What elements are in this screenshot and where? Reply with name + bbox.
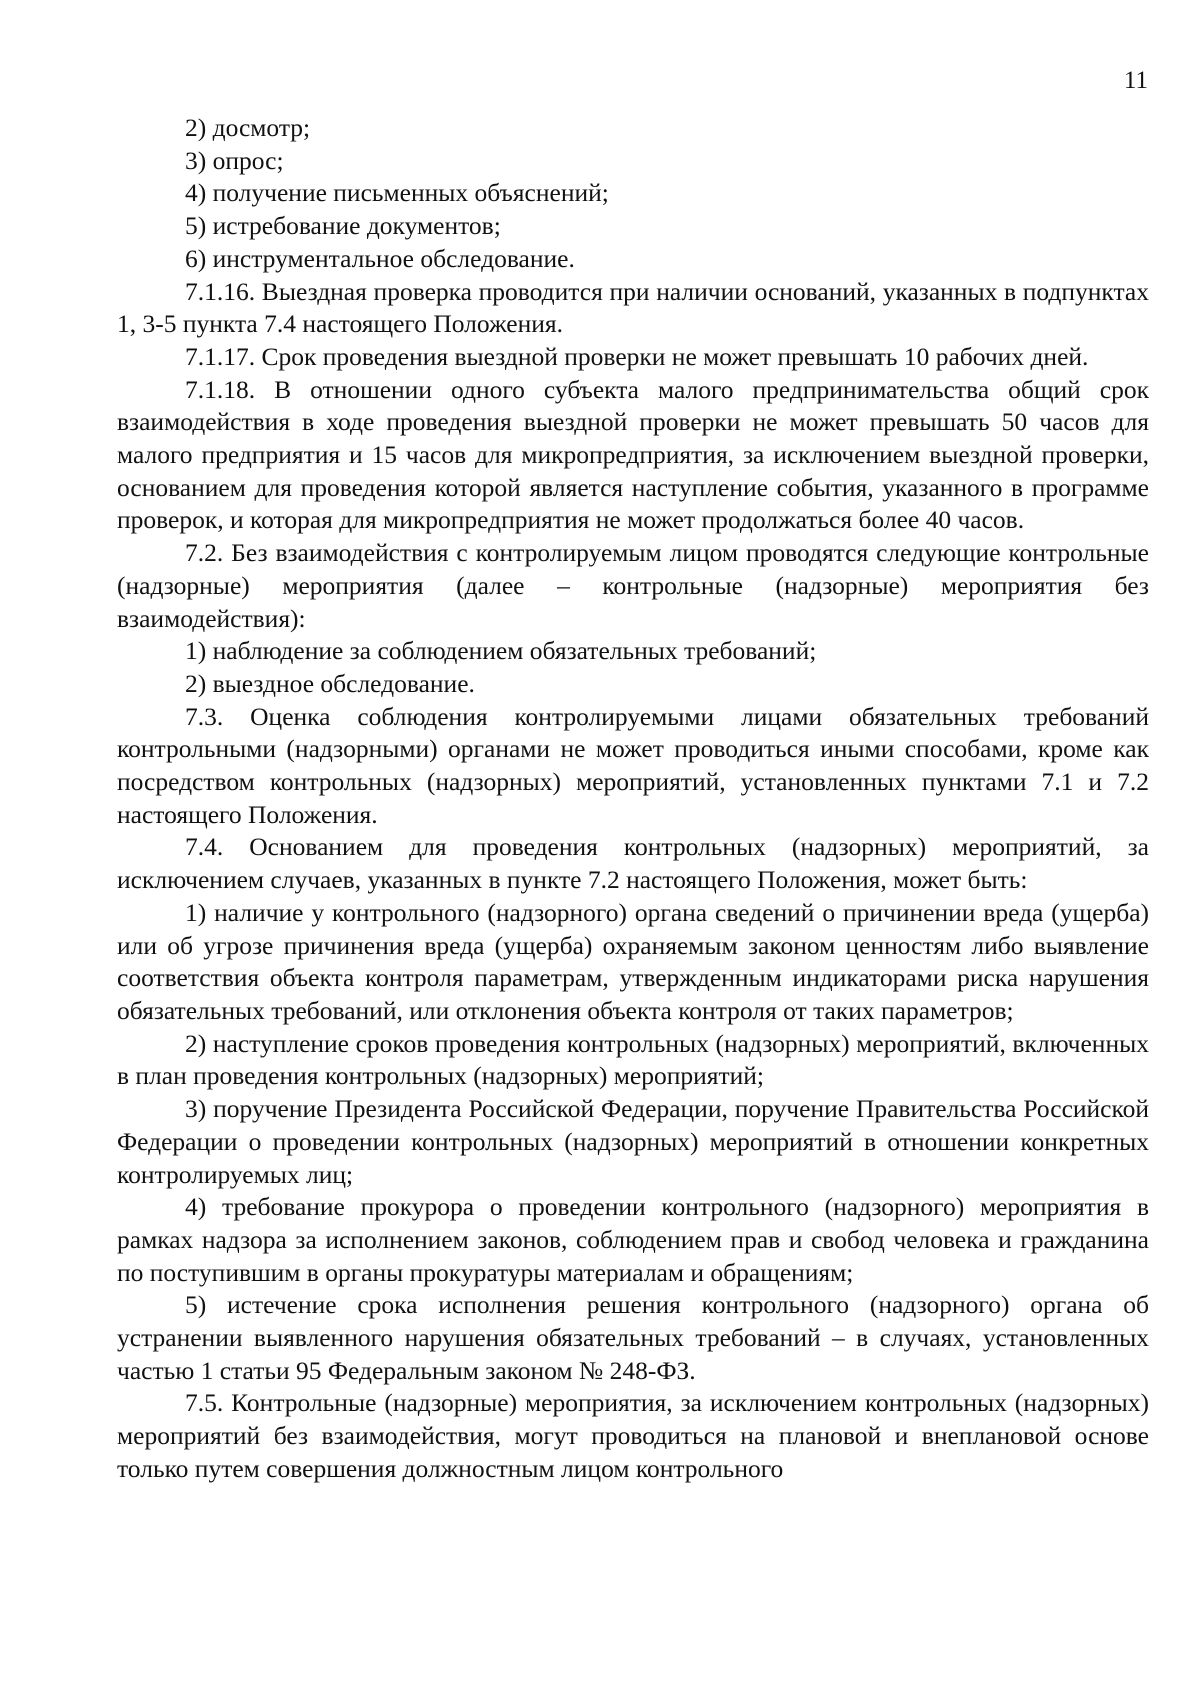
clause-7-5: 7.5. Контрольные (надзорные) мероприятия, за исключением контрольных (надзорных) мероприятий без взаимодействия, могут проводиться на плановой и внеплановой основе только путем совершения должностным лицом контрольного [117, 1388, 1149, 1483]
ground-item-5: 5) истечение срока исполнения решения контрольного (надзорного) органа об устранении выявленного нарушения обязательных требований – в случаях, установленных частью 1 статьи 95 Федеральным законом № 248-ФЗ. [117, 1290, 1149, 1385]
ground-item-3: 3) поручение Президента Российской Федерации, поручение Правительства Российской Федерации о проведении контрольных (надзорных) мероприятий в отношении конкретных контролируемых лиц; [117, 1094, 1149, 1189]
list-item-instrumental-examination: 6) инструментальное обследование. [185, 243, 575, 273]
ground-item-2: 2) наступление сроков проведения контрольных (надзорных) мероприятий, включенных в план проведения контрольных (надзорных) мероприятий; [117, 1028, 1149, 1091]
list-item-field-survey: 2) выездное обследование. [185, 668, 475, 698]
clause-7-1-16: 7.1.16. Выездная проверка проводится при наличии оснований, указанных в подпунктах 1, 3-5 пункта 7.4 настоящего Положения. [117, 276, 1149, 339]
clause-7-3: 7.3. Оценка соблюдения контролируемыми лицами обязательных требований контрольными (надзорными) органами не может проводиться иными способами, кроме как посредством контрольных (надзорных) мероприятий, установленных пунктами 7.1 и 7.2 настоящего Положения. [117, 701, 1149, 829]
ground-item-4: 4) требование прокурора о проведении контрольного (надзорного) мероприятия в рамках надзора за исполнением законов, соблюдением прав и свобод человека и гражданина по поступившим в органы прокуратуры материалам и обращениям; [117, 1192, 1149, 1287]
document-body [117, 112, 1149, 1486]
clause-7-4: 7.4. Основанием для проведения контрольных (надзорных) мероприятий, за исключением случаев, указанных в пункте 7.2 настоящего Положения, может быть: [117, 832, 1149, 895]
page-number: 11 [1123, 67, 1148, 94]
clause-7-1-18: 7.1.18. В отношении одного субъекта малого предпринимательства общий срок взаимодействия в ходе проведения выездной проверки не может превышать 50 часов для малого предприятия и 15 часов для микропредприятия, за исключением выездной проверки, основанием для проведения которой является наступление события, указанного в программе проверок, и которая для микропредприятия не может продолжаться более 40 часов. [117, 374, 1149, 535]
list-item-document-request: 5) истребование документов; [185, 211, 501, 241]
list-item-written-explanations: 4) получение письменных объяснений; [185, 178, 609, 208]
list-item-inspection: 2) досмотр; [185, 113, 311, 142]
list-item-observation: 1) наблюдение за соблюдением обязательных требований; [185, 636, 817, 666]
list-item-survey: 3) опрос; [185, 145, 284, 175]
ground-item-1: 1) наличие у контрольного (надзорного) органа сведений о причинении вреда (ущерба) или об угрозе причинения вреда (ущерба) охраняемым законом ценностям либо выявление соответствия объекта контроля параметрам, утвержденным индикаторами риска нарушения обязательных требований, или отклонения объекта контроля от таких параметров; [117, 897, 1149, 1025]
clause-7-2: 7.2. Без взаимодействия с контролируемым лицом проводятся следующие контрольные (надзорные) мероприятия (далее – контрольные (надзорные) мероприятия без взаимодействия): [117, 538, 1149, 633]
clause-7-1-17: 7.1.17. Срок проведения выездной проверки не может превышать 10 рабочих дней. [185, 341, 1089, 371]
